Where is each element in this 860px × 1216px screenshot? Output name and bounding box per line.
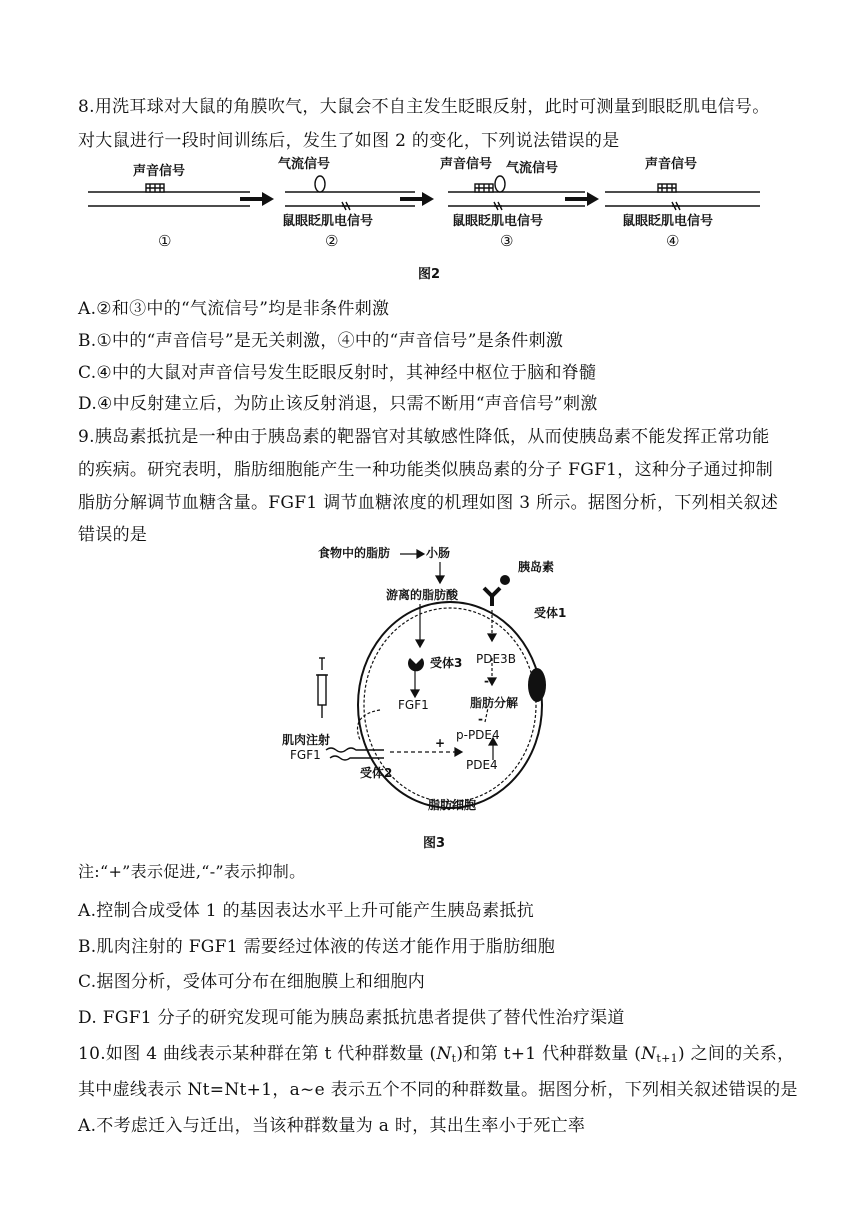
fig3-label-fat-cell: 脂肪细胞 [428, 798, 477, 812]
fig2-panel-1-number: ① [158, 232, 172, 250]
q10-stem-part-b: )和第 t+1 代种群数量 ( [456, 1044, 642, 1064]
q8-option-a: A.②和③中的“气流信号”均是非条件刺激 [78, 299, 390, 319]
q8-option-b: B.①中的“声音信号”是无关刺激，④中的“声音信号”是条件刺激 [78, 331, 564, 351]
q8-option-c: C.④中的大鼠对声音信号发生眨眼反射时，其神经中枢位于脑和脊髓 [78, 363, 597, 383]
fig2-caption: 图2 [418, 267, 441, 282]
fig2-panel-4-number: ④ [666, 232, 680, 250]
q9-option-c: C.据图分析，受体可分布在细胞膜上和细胞内 [78, 972, 426, 992]
fig3-label-injection-2: FGF1 [290, 748, 321, 762]
fig3-minus-1: - [484, 674, 489, 688]
fig3-label-free-fatty-acid: 游离的脂肪酸 [386, 588, 459, 602]
fig2-label-air-2: 气流信号 [278, 157, 331, 172]
q9-option-d: D. FGF1 分子的研究发现可能为胰岛素抵抗患者提供了替代性治疗渠道 [78, 1008, 625, 1028]
fig3-label-fgf1: FGF1 [398, 698, 429, 712]
fig2-label-sound-4: 声音信号 [645, 157, 698, 172]
q9-stem-line4: 错误的是 [78, 525, 148, 545]
q10-option-a: A.不考虑迁入与迁出，当该种群数量为 a 时，其出生率小于死亡率 [78, 1116, 586, 1136]
q9-stem-line3: 脂肪分解调节血糖含量。FGF1 调节血糖浓度的机理如图 3 所示。据图分析，下列相关叙述 [78, 493, 779, 513]
q10-nt-subscript: t [451, 1052, 457, 1065]
fig3-label-receptor-3: 受体3 [430, 656, 463, 670]
fig3-label-lipolysis: 脂肪分解 [470, 696, 519, 710]
fig3-label-food-fat: 食物中的脂肪 [318, 546, 391, 560]
fig2-label-air-3: 气流信号 [506, 161, 559, 176]
fig3-label-p-pde4: p-PDE4 [456, 728, 500, 742]
fig2-label-emg-3: 鼠眼眨肌电信号 [452, 214, 544, 229]
fig3-caption: 图3 [423, 836, 446, 851]
fig3-label-intestine: 小肠 [426, 546, 451, 560]
q9-stem-line2: 的疾病。研究表明，脂肪细胞能产生一种功能类似胰岛素的分子 FGF1，这种分子通过抑制 [78, 460, 773, 480]
fig2-label-emg-4: 鼠眼眨肌电信号 [622, 214, 714, 229]
fig3-minus-2: - [478, 712, 483, 726]
fig2-label-sound-3: 声音信号 [440, 157, 493, 172]
q10-nt1-symbol: N [641, 1044, 657, 1064]
q10-nt1-subscript: t+1 [656, 1052, 678, 1065]
q10-stem-line2: 其中虚线表示 Nt=Nt+1，a~e 表示五个不同的种群数量。据图分析，下列相关叙述错误的是 [78, 1080, 798, 1100]
fig2-panel-3-number: ③ [500, 232, 514, 250]
fig3-label-pde3b: PDE3B [476, 652, 516, 666]
q9-option-a: A.控制合成受体 1 的基因表达水平上升可能产生胰岛素抵抗 [78, 901, 535, 921]
q9-note: 注:“+”表示促进,“-”表示抑制。 [78, 862, 306, 881]
q10-stem-part-a: 10.如图 4 曲线表示某种群在第 t 代种群数量 ( [78, 1044, 437, 1064]
q10-stem-part-c: ) 之间的关系， [677, 1044, 795, 1064]
fig3-plus: + [435, 736, 446, 750]
fig3-label-receptor-2: 受体2 [360, 766, 393, 780]
q8-stem-line2: 对大鼠进行一段时间训练后，发生了如图 2 的变化，下列说法错误的是 [78, 131, 620, 151]
fig2-label-sound-1: 声音信号 [133, 164, 186, 179]
fig3-label-pde4: PDE4 [466, 758, 498, 772]
figure-3-diagram [290, 540, 600, 830]
q10-nt-symbol: N [436, 1044, 452, 1064]
q8-option-d: D.④中反射建立后，为防止该反射消退，只需不断用“声音信号”刺激 [78, 394, 598, 414]
fig3-label-injection-1: 肌肉注射 [282, 733, 331, 747]
q9-option-b: B.肌肉注射的 FGF1 需要经过体液的传送才能作用于脂肪细胞 [78, 937, 555, 957]
fig3-label-receptor-1: 受体1 [534, 606, 567, 620]
q8-stem-line1: 8.用洗耳球对大鼠的角膜吹气，大鼠会不自主发生眨眼反射，此时可测量到眼眨肌电信号。 [78, 97, 770, 117]
fig2-panel-2-number: ② [325, 232, 339, 250]
fig3-label-insulin: 胰岛素 [518, 560, 555, 574]
q9-stem-line1: 9.胰岛素抵抗是一种由于胰岛素的靶器官对其敏感性降低，从而使胰岛素不能发挥正常功能 [78, 427, 770, 447]
q10-stem-line1 [78, 1039, 794, 1065]
fig2-label-emg-2: 鼠眼眨肌电信号 [282, 214, 374, 229]
